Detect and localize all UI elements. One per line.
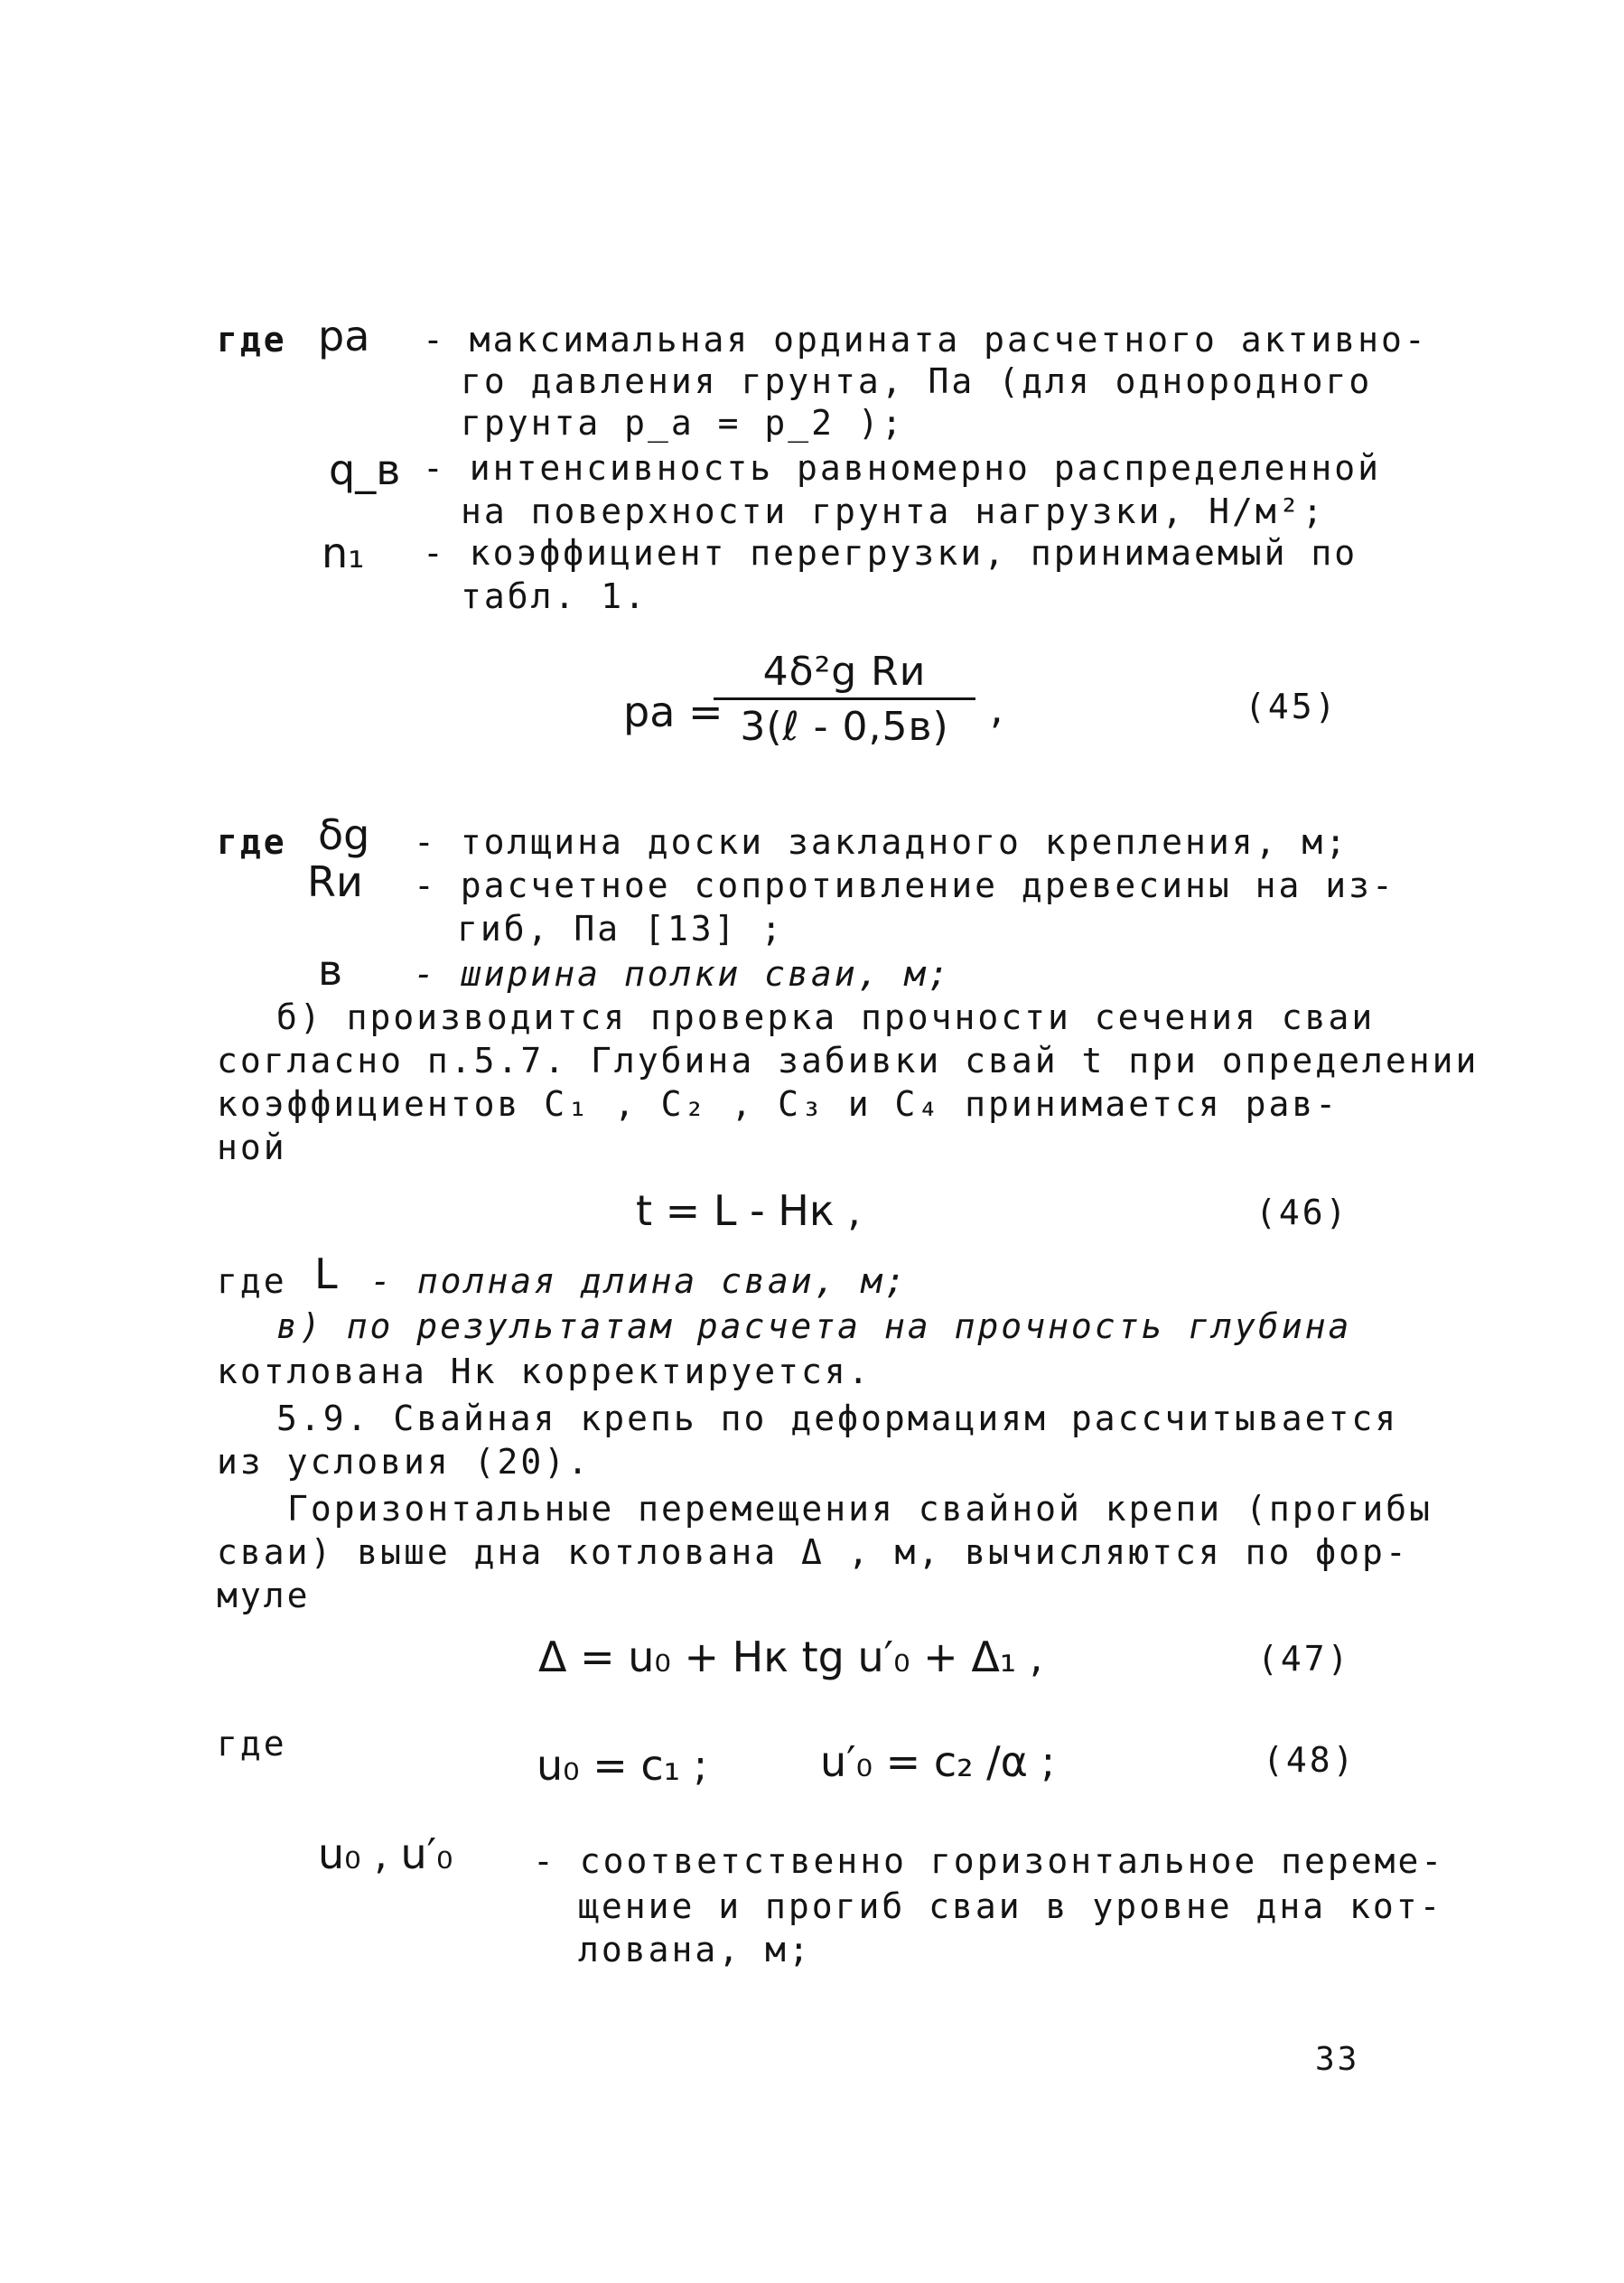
para-v-line2: котлована Hк корректируется. (217, 1352, 872, 1391)
def-u0-line2: щение и прогиб сваи в уровне дна кот- (578, 1886, 1443, 1926)
def-L: - полная длина сваи, м; (370, 1261, 909, 1301)
def-delta-g: - толщина доски закладного крепления, м; (414, 822, 1349, 862)
symbol-ru: Rи (307, 857, 363, 906)
def-qv-line2: на поверхности грунта нагрузки, Н/м²; (461, 491, 1326, 531)
def-u0-line3: лована, м; (578, 1930, 812, 1970)
where-label: где (217, 320, 287, 360)
formula-46: t = L - Hк , (636, 1186, 861, 1235)
def-ru-line2: гиб, Па [13] ; (457, 909, 785, 949)
symbol-qv: q_в (329, 445, 401, 494)
para-b-line3: коэффициентов C₁ , C₂ , C₃ и C₄ принимается рав- (217, 1084, 1339, 1124)
symbol-u0: u₀ , u′₀ (318, 1829, 453, 1878)
para-horiz-line3: муле (217, 1576, 311, 1615)
def-n1-line1: - коэффициент перегрузки, принимаемый по (423, 533, 1358, 573)
symbol-n1: n₁ (322, 529, 365, 577)
def-b: - ширина полки сваи, м; (414, 954, 952, 994)
formula-45-denominator: 3(ℓ - 0,5в) (740, 704, 949, 750)
symbol-pa: pa (318, 312, 370, 360)
formula-48-number: (48) (1263, 1740, 1357, 1780)
formula-48-part2: u′₀ = c₂ /α ; (820, 1737, 1056, 1786)
def-pa-line3: грунта p_a = p_2 ); (461, 403, 905, 443)
para-59-line2: из условия (20). (217, 1442, 592, 1482)
formula-45-numerator: 4δ²g Rи (762, 649, 927, 695)
def-pa-line2: го давления грунта, Па (для однородного (461, 361, 1373, 401)
where-label: где (217, 822, 287, 862)
def-u0-line1: - соответственно горизонтальное переме- (533, 1841, 1445, 1881)
formula-47-number: (47) (1257, 1639, 1351, 1679)
symbol-delta-g: δg (318, 810, 370, 859)
para-59-line1: 5.9. Свайная крепь по деформациям рассчитывается (276, 1399, 1399, 1438)
where-label: где (217, 1724, 287, 1764)
formula-45-number: (45) (1245, 687, 1339, 726)
formula-45-fraction (714, 649, 975, 751)
para-b-line2: согласно п.5.7. Глубина забивки свай t при определении (217, 1041, 1479, 1081)
def-qv-line1: - интенсивность равномерно распределенной (423, 448, 1381, 488)
para-v-line1: в) по результатам расчета на прочность глубина (276, 1306, 1352, 1346)
page-number: 33 (1315, 2041, 1360, 2078)
fraction-bar (714, 697, 975, 700)
symbol-b: в (318, 946, 343, 995)
formula-45-lhs: pa = (623, 688, 723, 736)
para-horiz-line2: сваи) выше дна котлована Δ , м, вычисляются по фор- (217, 1532, 1409, 1572)
def-pa-line1: - максимальная ордината расчетного активно- (423, 320, 1428, 360)
def-n1-line2: табл. 1. (461, 576, 649, 616)
para-horiz-line1: Горизонтальные перемещения свайной крепи (прогибы (287, 1489, 1433, 1529)
formula-46-number: (46) (1255, 1193, 1349, 1232)
where-label: где (217, 1261, 287, 1301)
para-b-line4: ной (217, 1127, 287, 1167)
formula-47: Δ = u₀ + Hк tg u′₀ + Δ₁ , (538, 1633, 1043, 1681)
formula-45-comma: , (990, 684, 1003, 733)
formula-48-part1: u₀ = c₁ ; (537, 1741, 708, 1790)
para-b-line1: б) производится проверка прочности сечения сваи (276, 997, 1376, 1037)
symbol-L: L (314, 1249, 338, 1298)
def-ru-line1: - расчетное сопротивление древесины на из- (414, 865, 1395, 905)
